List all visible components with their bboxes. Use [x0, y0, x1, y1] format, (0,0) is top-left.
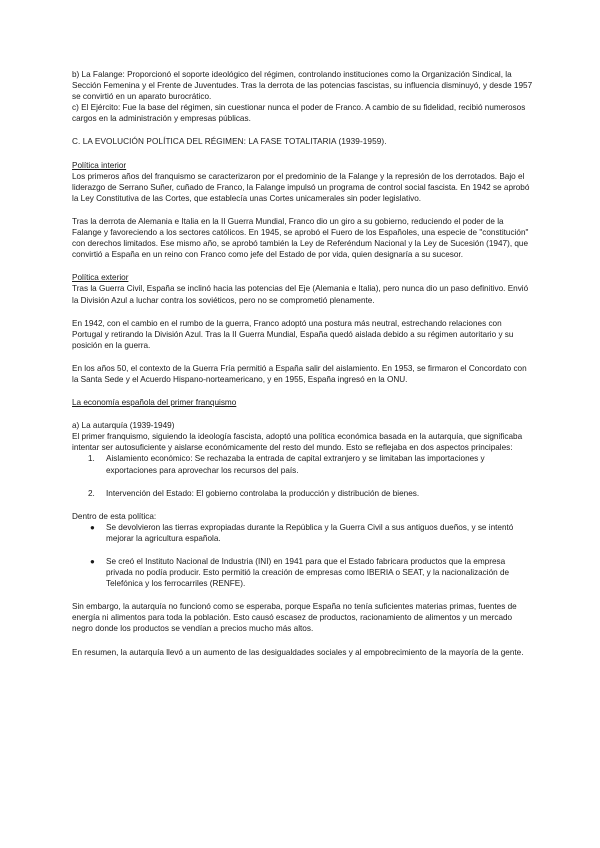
list-item-text: Se creó el Instituto Nacional de Industria (INI) en 1941 para que el Estado fabricara productos que la empresa privada no podía producir. Esto permitió la creación de empresas como IBERIA o SEAT, y la nacionalización de Telefónica y los ferrocarriles (RENFE).: [106, 557, 510, 589]
autarquia-title: a) La autarquía (1939-1949): [72, 421, 175, 431]
list-item-text: Intervención del Estado: El gobierno controlaba la producción y distribución de bienes.: [106, 488, 420, 498]
bullet-list: [72, 522, 534, 589]
list-number: 2.: [88, 488, 95, 498]
economia-heading: La economía española del primer franquismo: [72, 398, 237, 408]
section-title: C. LA EVOLUCIÓN POLÍTICA DEL RÉGIMEN: LA FASE TOTALITARIA (1939-1959).: [72, 137, 387, 147]
bullet-icon: ●: [90, 522, 95, 532]
resumen-paragraph: En resumen, la autarquía llevó a un aumento de las desigualdades sociales y al empobrecimiento de la mayoría de la gente.: [72, 647, 524, 657]
list-item-text: Se devolvieron las tierras expropiadas durante la República y la Guerra Civil a sus antiguos dueños, y se intentó mejorar la agricultura española.: [106, 522, 514, 543]
list-item: [72, 522, 534, 544]
conclusion-paragraph: Sin embargo, la autarquía no funcionó como se esperaba, porque España no tenía suficientes materias primas, fuentes de energía ni alimentos para toda la población. Esto causó escasez de productos, racionamiento de alimentos y un mercado negro donde los productos se vendían a precios mucho más altos.: [72, 602, 517, 634]
interior-paragraph-1: Los primeros años del franquismo se caracterizaron por el predominio de la Falange y la represión de los derrotados. Bajo el liderazgo de Serrano Suñer, cuñado de Franco, la Falange impulsó un programa de control social fascista. En 1942 se aprobó la Ley Constitutiva de las Cortes, que establecía unas Cortes unicamerales sin poder legislativo.: [72, 171, 530, 203]
aspects-list: [72, 453, 534, 498]
dentro-label: Dentro de esta política:: [72, 511, 157, 521]
falange-paragraph: b) La Falange: Proporcionó el soporte ideológico del régimen, controlando instituciones como la Organización Sindical, la Sección Femenina y el Frente de Juventudes. Tras la derrota de las potencias fascistas, su influencia disminuyó, y desde 1957 se convirtió en un aparato burocrático.: [72, 70, 533, 102]
list-item-text: Aislamiento económico: Se rechazaba la entrada de capital extranjero y se limitaban las importaciones y exportaciones para aprovechar los recursos del país.: [106, 454, 485, 475]
bullet-icon: ●: [90, 557, 95, 566]
list-item: [72, 488, 534, 499]
list-item: [72, 453, 534, 475]
ejercito-paragraph: c) El Ejército: Fue la base del régimen, sin cuestionar nunca el poder de Franco. A cambio de su fidelidad, recibió numerosos cargos en la administración y empresas públicas.: [72, 103, 526, 124]
interior-paragraph-2: Tras la derrota de Alemania e Italia en la II Guerra Mundial, Franco dio un giro a su gobierno, reduciendo el poder de la Falange y favoreciendo a los sectores católicos. En 1945, se aprobó el Fuero de los Españoles, una especie de "constitución" con derechos limitados. Ese mismo año, se aprobó también la Ley de Referéndum Nacional y la Ley de Sucesión (1947), que convirtió a España en un reino con Franco como jefe del Estado de por vida, quien designaría a su sucesor.: [72, 216, 529, 260]
autarquia-intro: El primer franquismo, siguiendo la ideología fascista, adoptó una política económica basada en la autarquía, que significaba intentar ser autosuficiente y aislarse económicamente del resto del mundo. Esto se reflejaba en dos aspectos principales:: [72, 432, 523, 453]
politica-exterior-heading: Política exterior: [72, 273, 129, 283]
exterior-paragraph-1: Tras la Guerra Civil, España se inclinó hacia las potencias del Eje (Alemania e Italia), pero nunca dio un paso definitivo. Envió la División Azul a luchar contra los soviéticos, pero no se comprometió plenamente.: [72, 284, 529, 305]
document-page: [72, 69, 534, 658]
exterior-paragraph-3: En los años 50, el contexto de la Guerra Fría permitió a España salir del aislamiento. En 1953, se firmaron el Concordato con la Santa Sede y el Acuerdo Hispano-norteamericano, y en 1955, España ingresó en la ONU.: [72, 363, 527, 384]
politica-interior-heading: Política interior: [72, 160, 127, 170]
exterior-paragraph-2: En 1942, con el cambio en el rumbo de la guerra, Franco adoptó una postura más neutral, estrechando relaciones con Portugal y retirando la División Azul. Tras la II Guerra Mundial, España quedó aislada debido a su régimen autoritario y su posición en la guerra.: [72, 318, 514, 350]
list-number: 1.: [88, 454, 95, 464]
list-item: [72, 556, 534, 589]
